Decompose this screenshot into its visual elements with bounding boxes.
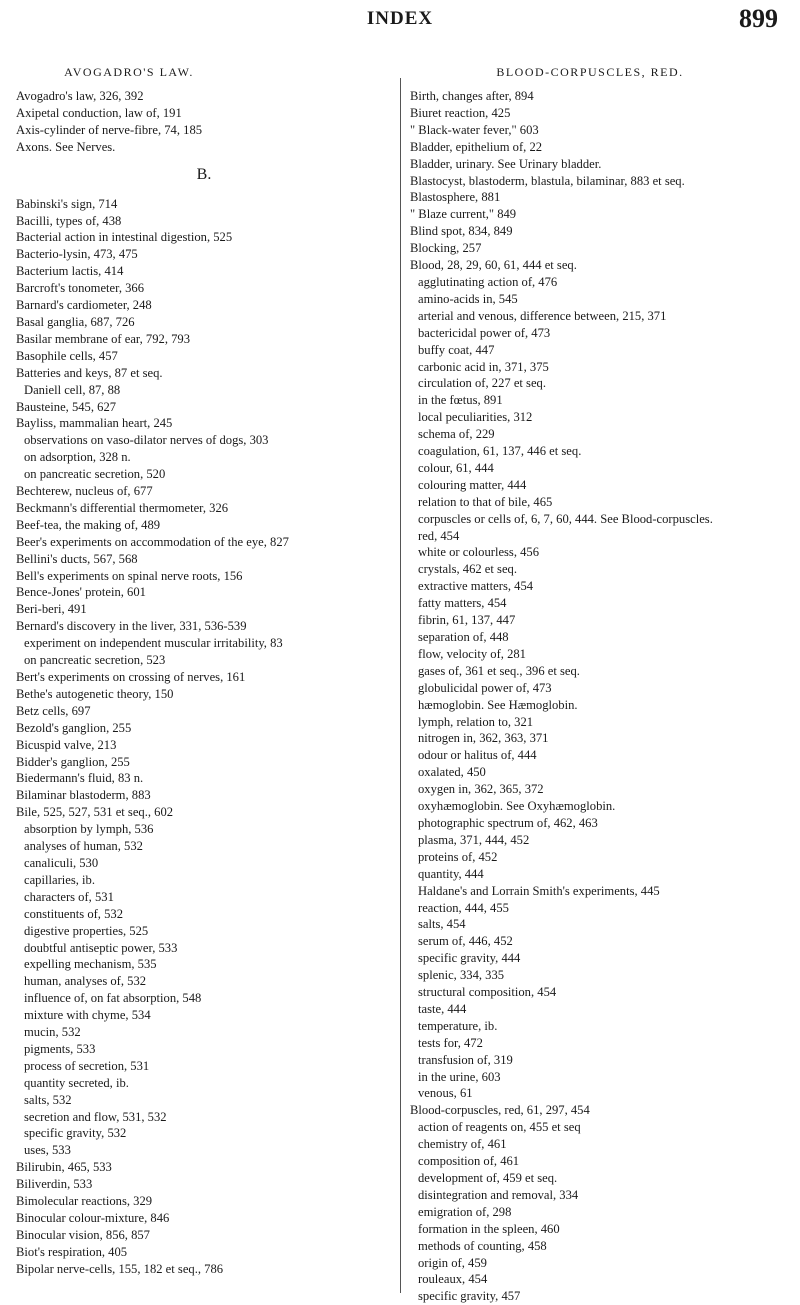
index-subentry: chemistry of, 461 [418, 1137, 507, 1152]
index-subentry: observations on vaso-dilator nerves of dogs, 303 [24, 433, 269, 448]
index-entry: Blood, 28, 29, 60, 61, 444 et seq. [410, 258, 577, 273]
index-subentry: colouring matter, 444 [418, 477, 527, 492]
index-subentry: salts, 532 [24, 1092, 72, 1107]
index-entry: Babinski's sign, 714 [16, 196, 118, 211]
index-entry: Blood-corpuscles, red, 61, 297, 454 [410, 1103, 590, 1118]
index-subentry: specific gravity, 444 [418, 951, 521, 966]
index-entry: Bidder's ganglion, 255 [16, 754, 130, 769]
index-subentry: in the urine, 603 [418, 1069, 501, 1084]
index-subentry: composition of, 461 [418, 1154, 520, 1169]
index-entry: Bausteine, 545, 627 [16, 399, 117, 414]
section-letter: B. [196, 165, 212, 183]
index-entry: Axons. See Nerves. [16, 139, 116, 154]
index-subentry: mucin, 532 [24, 1025, 81, 1040]
index-entry: Bethe's autogenetic theory, 150 [16, 686, 174, 701]
index-entry: Basal ganglia, 687, 726 [16, 314, 135, 329]
index-subentry: white or colourless, 456 [418, 545, 540, 560]
index-entry: Birth, changes after, 894 [410, 89, 534, 103]
index-subentry: plasma, 371, 444, 452 [418, 832, 530, 847]
index-entry: Biliverdin, 533 [16, 1177, 93, 1192]
index-subentry: action of reagents on, 455 et seq [418, 1120, 581, 1135]
index-subentry: specific gravity, 532 [24, 1126, 127, 1141]
index-subentry: rouleaux, 454 [418, 1272, 488, 1287]
index-entry: Betz cells, 697 [16, 703, 91, 718]
index-subentry: Daniell cell, 87, 88 [24, 382, 121, 397]
index-entry: Basilar membrane of ear, 792, 793 [16, 331, 191, 346]
index-subentry: uses, 533 [24, 1143, 71, 1158]
index-entry: Binocular colour-mixture, 846 [16, 1211, 170, 1225]
index-subentry: development of, 459 et seq. [418, 1171, 558, 1185]
index-subentry: on pancreatic secretion, 523 [24, 653, 166, 668]
index-subentry: expelling mechanism, 535 [24, 957, 157, 972]
index-subentry: gases of, 361 et seq., 396 et seq. [418, 663, 580, 678]
index-subentry: oxygen in, 362, 365, 372 [418, 782, 544, 797]
index-subentry: flow, velocity of, 281 [418, 646, 526, 661]
index-entry: Bile, 525, 527, 531 et seq., 602 [16, 805, 174, 820]
index-entry: Beer's experiments on accommodation of the eye, 827 [16, 534, 289, 549]
index-subentry: photographic spectrum of, 462, 463 [418, 815, 598, 830]
index-entry: Axipetal conduction, law of, 191 [16, 105, 182, 120]
index-entry: Barcroft's tonometer, 366 [16, 281, 145, 296]
index-entry: Bezold's ganglion, 255 [16, 720, 132, 735]
column-divider [400, 78, 401, 1293]
index-subentry: nitrogen in, 362, 363, 371 [418, 731, 549, 746]
index-subentry: serum of, 446, 452 [418, 934, 513, 949]
left-entry-list [16, 88, 392, 1278]
index-entry: Axis-cylinder of nerve-fibre, 74, 185 [16, 122, 203, 137]
index-subentry: fibrin, 61, 137, 447 [418, 613, 516, 628]
index-subentry: schema of, 229 [418, 427, 495, 442]
index-subentry: quantity, 444 [418, 866, 484, 881]
index-subentry: agglutinating action of, 476 [418, 274, 558, 289]
index-entry: Bilaminar blastoderm, 883 [16, 788, 151, 803]
index-subentry: corpuscles or cells of, 6, 7, 60, 444. See Blood-corpuscles. [418, 511, 713, 526]
index-subentry: relation to that of bile, 465 [418, 494, 553, 509]
index-entry: Blind spot, 834, 849 [410, 224, 513, 239]
index-subentry: analyses of human, 532 [24, 839, 143, 854]
index-subentry: influence of, on fat absorption, 548 [24, 991, 202, 1006]
index-subentry: proteins of, 452 [418, 849, 498, 864]
index-entry: Bilirubin, 465, 533 [16, 1160, 112, 1175]
index-entry: Barnard's cardiometer, 248 [16, 298, 152, 313]
index-subentry: carbonic acid in, 371, 375 [418, 359, 549, 374]
index-subentry: capillaries, ib. [24, 872, 95, 887]
index-subentry: process of secretion, 531 [24, 1058, 150, 1073]
index-subentry: venous, 61 [418, 1086, 473, 1101]
index-subentry: fatty matters, 454 [418, 596, 507, 611]
page-number: 899 [739, 4, 778, 33]
index-subentry: specific gravity, 457 [418, 1289, 521, 1304]
index-entry: Avogadro's law, 326, 392 [16, 89, 144, 103]
index-subentry: extractive matters, 454 [418, 579, 534, 594]
index-subentry: colour, 61, 444 [418, 460, 494, 475]
index-subentry: absorption by lymph, 536 [24, 822, 154, 837]
index-subentry: structural composition, 454 [418, 985, 557, 1000]
index-subentry: experiment on independent muscular irritability, 83 [24, 636, 283, 651]
index-subentry: characters of, 531 [24, 889, 114, 904]
index-entry: Binocular vision, 856, 857 [16, 1227, 150, 1242]
index-entry: Bacterial action in intestinal digestion, 525 [16, 230, 233, 245]
index-subentry: odour or halitus of, 444 [418, 748, 537, 763]
index-subentry: emigration of, 298 [418, 1204, 512, 1219]
index-entry: Beri-beri, 491 [16, 602, 87, 617]
index-subentry: reaction, 444, 455 [418, 900, 509, 915]
index-subentry: tests for, 472 [418, 1035, 483, 1050]
index-subentry: canaliculi, 530 [24, 855, 99, 870]
index-subentry: Haldane's and Lorrain Smith's experiments, 445 [418, 883, 660, 898]
index-entry: Bellini's ducts, 567, 568 [16, 551, 138, 566]
index-subentry: globulicidal power of, 473 [418, 680, 552, 695]
index-entry: Bacterio-lysin, 473, 475 [16, 247, 138, 262]
index-subentry: temperature, ib. [418, 1018, 498, 1033]
running-title: INDEX [366, 8, 434, 29]
index-subentry: secretion and flow, 531, 532 [24, 1109, 167, 1124]
index-entry: Bechterew, nucleus of, 677 [16, 484, 153, 499]
index-entry: Bell's experiments on spinal nerve roots, 156 [16, 568, 243, 583]
index-subentry: digestive properties, 525 [24, 923, 149, 938]
index-entry: Bayliss, mammalian heart, 245 [16, 416, 173, 431]
index-subentry: constituents of, 532 [24, 906, 123, 921]
index-subentry: origin of, 459 [418, 1255, 487, 1270]
index-subentry: quantity secreted, ib. [24, 1075, 129, 1090]
index-subentry: pigments, 533 [24, 1041, 96, 1056]
index-entry: Basophile cells, 457 [16, 348, 118, 363]
index-entry: Bladder, urinary. See Urinary bladder. [410, 156, 602, 171]
index-entry: Blastocyst, blastoderm, blastula, bilaminar, 883 et seq. [410, 173, 685, 188]
index-subentry: crystals, 462 et seq. [418, 562, 517, 577]
right-entry-list [410, 88, 790, 1305]
index-subentry: on adsorption, 328 n. [24, 450, 131, 465]
index-subentry: in the fœtus, 891 [418, 393, 503, 408]
index-subentry: disintegration and removal, 334 [418, 1187, 579, 1202]
index-entry: Beef-tea, the making of, 489 [16, 517, 161, 532]
index-entry: Bence-Jones' protein, 601 [16, 585, 146, 600]
index-entry: " Blaze current," 849 [410, 207, 517, 222]
index-entry: Bacilli, types of, 438 [16, 213, 122, 228]
index-subentry: coagulation, 61, 137, 446 et seq. [418, 444, 582, 459]
index-subentry: human, analyses of, 532 [24, 974, 147, 989]
index-entry: Bacterium lactis, 414 [16, 264, 124, 279]
index-entry: Biot's respiration, 405 [16, 1244, 128, 1259]
index-subentry: doubtful antiseptic power, 533 [24, 940, 178, 955]
index-subentry: lymph, relation to, 321 [418, 714, 534, 729]
index-subentry: mixture with chyme, 534 [24, 1008, 151, 1023]
index-subentry: buffy coat, 447 [418, 342, 495, 357]
left-column [16, 64, 392, 1278]
index-entry: " Black-water fever," 603 [410, 122, 539, 137]
index-entry: Bipolar nerve-cells, 155, 182 et seq., 786 [16, 1261, 224, 1276]
index-entry: Bernard's discovery in the liver, 331, 536-539 [16, 619, 247, 634]
index-subentry: oxyhæmoglobin. See Oxyhæmoglobin. [418, 799, 616, 814]
index-subentry: amino-acids in, 545 [418, 291, 518, 306]
index-entry: Bladder, epithelium of, 22 [410, 139, 543, 154]
index-entry: Biedermann's fluid, 83 n. [16, 771, 144, 786]
index-subentry: formation in the spleen, 460 [418, 1221, 560, 1236]
index-subentry: circulation of, 227 et seq. [418, 376, 546, 391]
right-column-heading: BLOOD-CORPUSCLES, RED. [496, 65, 684, 79]
index-entry: Blocking, 257 [410, 241, 482, 256]
index-subentry: hæmoglobin. See Hæmoglobin. [418, 697, 578, 712]
index-entry: Batteries and keys, 87 et seq. [16, 365, 163, 380]
index-subentry: bactericidal power of, 473 [418, 325, 551, 340]
index-subentry: arterial and venous, difference between, 215, 371 [418, 308, 667, 323]
index-subentry: oxalated, 450 [418, 765, 486, 780]
index-entry: Bicuspid valve, 213 [16, 737, 117, 752]
right-column [410, 64, 790, 1305]
index-entry: Blastosphere, 881 [410, 190, 501, 205]
index-subentry: methods of counting, 458 [418, 1238, 547, 1253]
index-subentry: separation of, 448 [418, 630, 509, 644]
index-entry: Bimolecular reactions, 329 [16, 1194, 153, 1209]
left-column-heading: AVOGADRO'S LAW. [64, 65, 194, 79]
index-entry: Beckmann's differential thermometer, 326 [16, 500, 229, 515]
index-subentry: local peculiarities, 312 [418, 410, 533, 425]
index-subentry: red, 454 [418, 528, 460, 543]
index-subentry: salts, 454 [418, 917, 466, 932]
index-subentry: transfusion of, 319 [418, 1052, 513, 1067]
index-subentry: splenic, 334, 335 [418, 968, 505, 983]
index-subentry: taste, 444 [418, 1001, 467, 1016]
index-subentry: on pancreatic secretion, 520 [24, 467, 166, 482]
index-entry: Biuret reaction, 425 [410, 105, 511, 120]
index-entry: Bert's experiments on crossing of nerves, 161 [16, 670, 246, 684]
